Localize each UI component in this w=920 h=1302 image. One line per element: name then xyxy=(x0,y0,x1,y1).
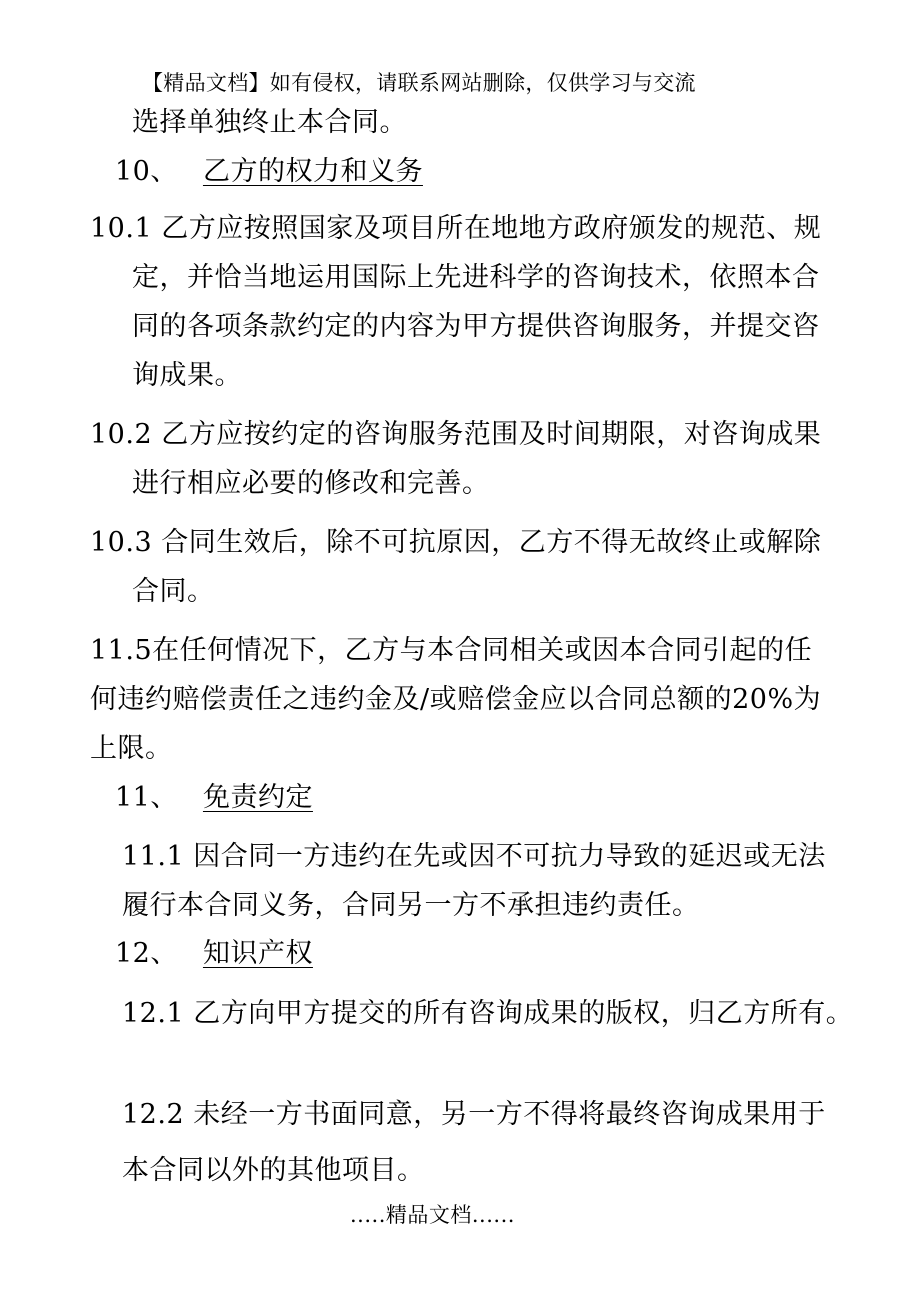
section-title: 免责约定 xyxy=(202,782,313,813)
section-number: 11、 xyxy=(115,782,178,813)
body-line: 上限。 xyxy=(90,733,173,764)
body-line: 询成果。 xyxy=(132,360,242,391)
clause-10-2: 10.2 乙方应按约定的咨询服务范围及时间期限，对咨询成果 xyxy=(90,419,822,450)
section-heading-12 xyxy=(115,937,313,971)
body-line: 选择单独终止本合同。 xyxy=(132,107,407,138)
clause-12-2: 12.2 未经一方书面同意，另一方不得将最终咨询成果用于 xyxy=(122,1099,826,1130)
watermark-header: 【精品文档】如有侵权，请联系网站删除，仅供学习与交流 xyxy=(142,71,696,95)
body-line: 定，并恰当地运用国际上先进科学的咨询技术，依照本合 xyxy=(132,262,820,293)
body-line: 合同。 xyxy=(132,576,215,607)
clause-11-1: 11.1 因合同一方违约在先或因不可抗力导致的延迟或无法 xyxy=(122,841,826,872)
section-title: 知识产权 xyxy=(202,938,313,969)
section-number: 12、 xyxy=(115,938,178,969)
body-line: 何违约赔偿责任之违约金及/或赔偿金应以合同总额的20%为 xyxy=(90,684,822,715)
body-line: 本合同以外的其他项目。 xyxy=(122,1155,425,1186)
clause-10-3: 10.3 合同生效后，除不可抗原因，乙方不得无故终止或解除 xyxy=(90,527,822,558)
body-line: 进行相应必要的修改和完善。 xyxy=(132,468,490,499)
section-heading-10 xyxy=(115,155,423,189)
section-number: 10、 xyxy=(115,156,178,187)
body-line: 同的各项条款约定的内容为甲方提供咨询服务，并提交咨 xyxy=(132,311,820,342)
section-heading-11 xyxy=(115,781,313,815)
section-title: 乙方的权力和义务 xyxy=(202,156,423,187)
clause-10-1: 10.1 乙方应按照国家及项目所在地地方政府颁发的规范、规 xyxy=(90,213,822,244)
body-line: 履行本合同义务，合同另一方不承担违约责任。 xyxy=(122,890,700,921)
clause-11-5: 11.5在任何情况下，乙方与本合同相关或因本合同引起的任 xyxy=(90,635,813,666)
footer-watermark: .....精品文档...... xyxy=(350,1203,515,1227)
clause-12-1: 12.1 乙方向甲方提交的所有咨询成果的版权，归乙方所有。 xyxy=(122,998,854,1029)
